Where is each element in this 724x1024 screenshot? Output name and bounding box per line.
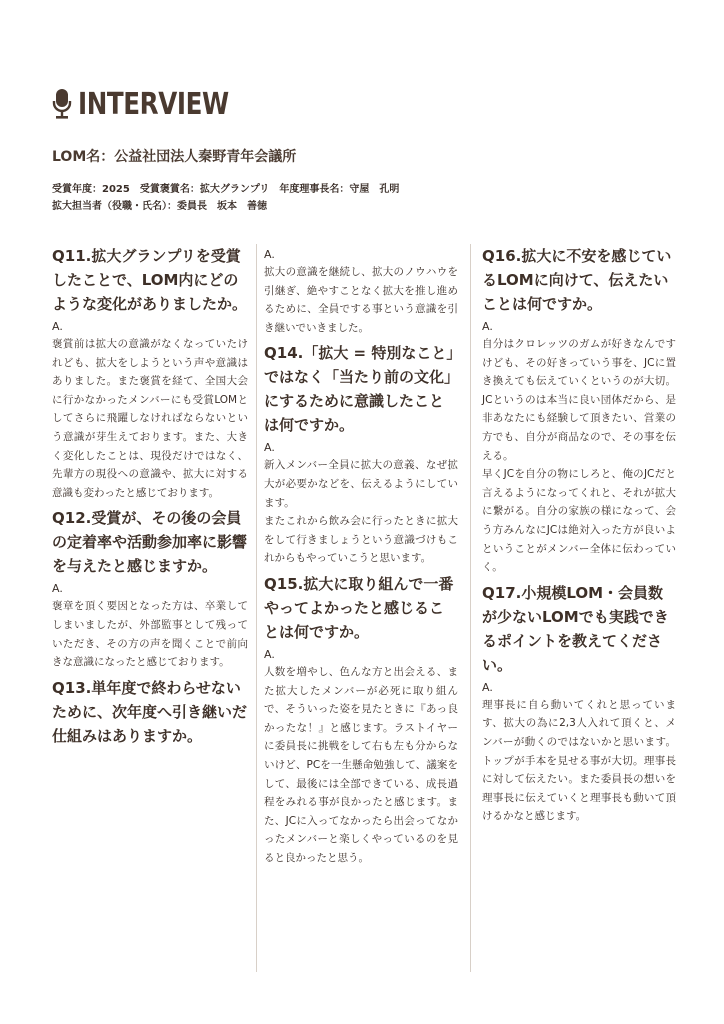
answer-q13: 拡大の意識を継続し、拡大のノウハウを引継ぎ、絶やすことなく拡大を推し進めるために、全員でする事という意識を引き継いでいきました。: [264, 266, 458, 334]
microphone-icon: [52, 88, 72, 120]
question-q15: Q15.拡大に取り組んで一番やってよかったと感じることは何ですか。: [264, 574, 454, 641]
page-header: [52, 86, 262, 122]
answer-label: A.: [264, 647, 275, 661]
answer-q17: 理事長に自ら動いてくれと思っています、拡大の為に2,3人入れて頂くと、メンバーが動くのではないかと思います。トップが手本を見せる事が大切。理事長に対して伝えたい。また委員長の想いを理事長に伝えていくと理事長も動いて頂けるかなと感じます。: [482, 698, 676, 823]
answer-label: A.: [52, 582, 63, 596]
column-divider: [256, 244, 257, 972]
lom-name: LOM名：公益社団法人秦野青年会議所: [52, 149, 297, 165]
person-meta-line: 拡大担当者（役職・氏名）：委員長 坂本 善徳: [52, 201, 267, 212]
question-q16: Q16.拡大に不安を感じているLOMに向けて、伝えたいことは何ですか。: [482, 247, 672, 313]
question-q13: Q13.単年度で終わらせないために、次年度へ引き継いだ仕組みはありますか。: [52, 678, 248, 745]
column-2: [264, 244, 458, 871]
title-row: [52, 86, 262, 122]
column-1: [52, 244, 248, 748]
award-meta-line: 受賞年度：2025 受賞褒賞名：拡大グランプリ 年度理事長名：守屋 孔明: [52, 184, 400, 195]
answer-q14-p2: またこれから飲み会に行ったときに拡大をして行きましょうという意識づけもこれからもやっていこうと思います。: [264, 515, 458, 565]
answer-label: A.: [482, 320, 493, 333]
answer-q14-p1: 新入メンバー全員に拡大の意義、なぜ拡大が必要かなどを、伝えるようにしています。: [264, 459, 458, 509]
question-q14: Q14.「拡大 = 特別なこと」ではなく「当たり前の文化」にするために意識したことは何ですか。: [264, 344, 454, 435]
column-3: [482, 244, 676, 830]
answer-q16-p2: 早くJCを自分の物にしろと、俺のJCだと言えるようになってくれと、それが拡大に繋がる。自分の家族の様になって、会う方みんなにJCは絶対入った方が良いよということがメンバー全体に伝わっていく。: [482, 468, 676, 574]
page-title: INTERVIEW: [78, 86, 229, 122]
column-divider: [470, 244, 471, 972]
question-q17: Q17.小規模LOM・会員数が少ないLOMでも実践できるポイントを教えてください。: [482, 583, 669, 674]
answer-label: A.: [264, 441, 275, 455]
question-q11: Q11.拡大グランプリを受賞したことで、LOM内にどのような変化がありましたか。: [52, 247, 248, 313]
award-meta: [52, 181, 399, 215]
answer-q16-p1: 自分はクロレッツのガムが好きなんですけども、その好きっていう事を、JCに置き換えても伝えていくというのが大切。JCというのは本当に良い団体だから、是非あなたにも経験して頂きたい、営業の方でも、自分が商品なので、その事を伝える。: [482, 338, 676, 462]
answer-q15: 人数を増やし、色んな方と出会える、また拡大したメンバーが必死に取り組んで、そういった姿を見たときに『あっ良かったな！』と感じます。ラストイヤーに委員長に挑戦をして右も左も分からないけど、PCを一生懸命勉強して、議案をして、最後には全部できている、成長過程をみれる事が良かったと感じます。また、JCに入ってなかったら出会ってなかったメンバーと楽しくやっているのを見ると良かったと思う。: [264, 665, 458, 864]
answer-q12: 褒章を頂く要因となった方は、卒業してしまいましたが、外部監事として残っていただき、その方の声を聞くことで前向きな意識になったと感じております。: [52, 600, 248, 669]
question-q12: Q12.受賞が、その後の会員の定着率や活動参加率に影響を与えたと感じますか。: [52, 509, 248, 576]
answer-label: A.: [264, 248, 275, 261]
answer-label: A.: [52, 320, 63, 333]
answer-label: A.: [482, 680, 493, 694]
answer-q11: 褒賞前は拡大の意識がなくなっていたけれども、拡大をしようという声や意識はありました。また褒賞を経て、全国大会に行かなかったメンバーにも受賞LOMとしてさらに飛躍しなければならないという意識が芽生えております。また、大きく変化したことは、現役だけではなく、先輩方の現役への意識や、拡大に対する意識も変わったと感じております。: [52, 338, 248, 499]
